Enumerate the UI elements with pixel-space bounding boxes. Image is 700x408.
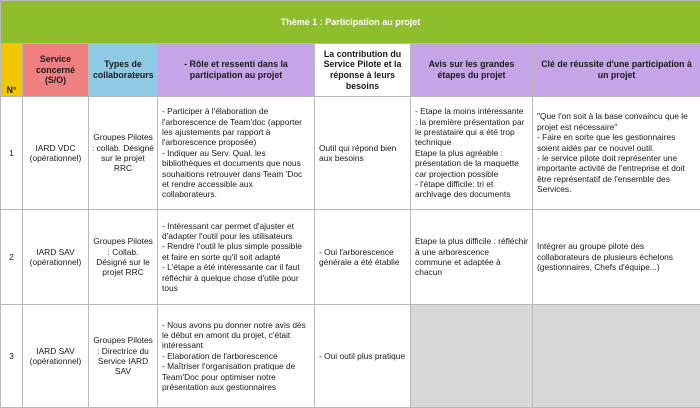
header-contribution: La contribution du Service Pilote et la réponse à leurs besoins [315, 44, 411, 97]
role-line: - Elaboration de l'arborescence [162, 351, 310, 361]
role-line: - Nous avons pu donner notre avis dès le début en amont du projet, c'était intéressant [162, 320, 310, 351]
header-num: N° [1, 44, 23, 97]
row-role [158, 210, 315, 305]
row-avis [411, 210, 533, 305]
role-line: - Indiquer au Serv. Qual. les bibliothèques et documents que nous souhaitions retrouver dans Team 'Doc et rendre accessible aux collaborateurs. [162, 148, 310, 200]
role-line: - L'étape a été intéressante car il faut réfléchir à quelque chose d'utile pour tous [162, 262, 310, 293]
row-contribution: Outil qui répond bien aux besoins [315, 97, 411, 210]
avis-line: Etape la plus difficile : réfléchir à une arborescence commune et adaptée à chacun [415, 236, 528, 278]
cle-line: "Que l'on soit à la base convaincu que le projet est nécessaire" [537, 111, 696, 132]
table-row [1, 210, 700, 305]
row-contribution: - Oui outil plus pratique [315, 305, 411, 408]
header-cle: Clé de réussite d'une participation à un projet [533, 44, 700, 97]
row-num: 2 [1, 210, 23, 305]
row-cle [533, 210, 700, 305]
row-role [158, 97, 315, 210]
row-service: IARD SAV (opérationnel) [23, 305, 89, 408]
row-service: IARD SAV (opérationnel) [23, 210, 89, 305]
role-line: - Participer à l'élaboration de l'arborescence de Team'doc (apporter les ajustements par rapport à l'arborescence proposée) [162, 106, 310, 148]
row-avis [411, 97, 533, 210]
row-role [158, 305, 315, 408]
role-line: - Maîtriser l'organisation pratique de Team'Doc pour optimiser notre présentation aux gestionnaires [162, 361, 310, 392]
header-types: Types de collaborateurs [89, 44, 158, 97]
avis-line: Etape la plus agréable : présentation de la maquette car projection possible [415, 148, 528, 179]
row-types: Groupes Pilotes : collab. Désigné sur le projet RRC [89, 97, 158, 210]
cle-line: - le service pilote doit représenter une importante activité de l'entreprise et doit être représentatif de l'ensemble des Services. [537, 153, 696, 195]
row-types: Groupes Pilotes : Directrice du Service IARD SAV [89, 305, 158, 408]
row-avis-empty [411, 305, 533, 408]
row-cle [533, 97, 700, 210]
table-row [1, 305, 700, 408]
theme-banner: Thème 1 : Participation au projet [1, 1, 700, 44]
header-role: - Rôle et ressenti dans la participation au projet [158, 44, 315, 97]
row-num: 3 [1, 305, 23, 408]
cle-line: Intégrer au groupe pilote des collaborateurs de plusieurs échelons (gestionnaires, Chefs d'équipe...) [537, 241, 696, 272]
header-service: Service concerné (S/O) [23, 44, 89, 97]
avis-line: - Etape la moins intéressante : la première présentation par le prestataire qui a été trop technique [415, 106, 528, 148]
role-line: - Intéressant car permet d'ajuster et d'adapter l'outil pour les utilisateurs [162, 221, 310, 242]
role-line: - Rendre l'outil le plus simple possible et faire en sorte qu'il soit adapté [162, 241, 310, 262]
row-contribution: - Oui l'arborescence générale a été établie [315, 210, 411, 305]
row-types: Groupes Pilotes : Collab. Désigné sur le projet RRC [89, 210, 158, 305]
header-avis: Avis sur les grandes étapes du projet [411, 44, 533, 97]
table-row [1, 97, 700, 210]
avis-line: - l'étape difficile: tri et archivage des documents [415, 179, 528, 200]
row-service: IARD VDC (opérationnel) [23, 97, 89, 210]
cle-line: - Faire en sorte que les gestionnaires soient aidés par ce nouvel outil. [537, 132, 696, 153]
row-num: 1 [1, 97, 23, 210]
row-cle-empty [533, 305, 700, 408]
